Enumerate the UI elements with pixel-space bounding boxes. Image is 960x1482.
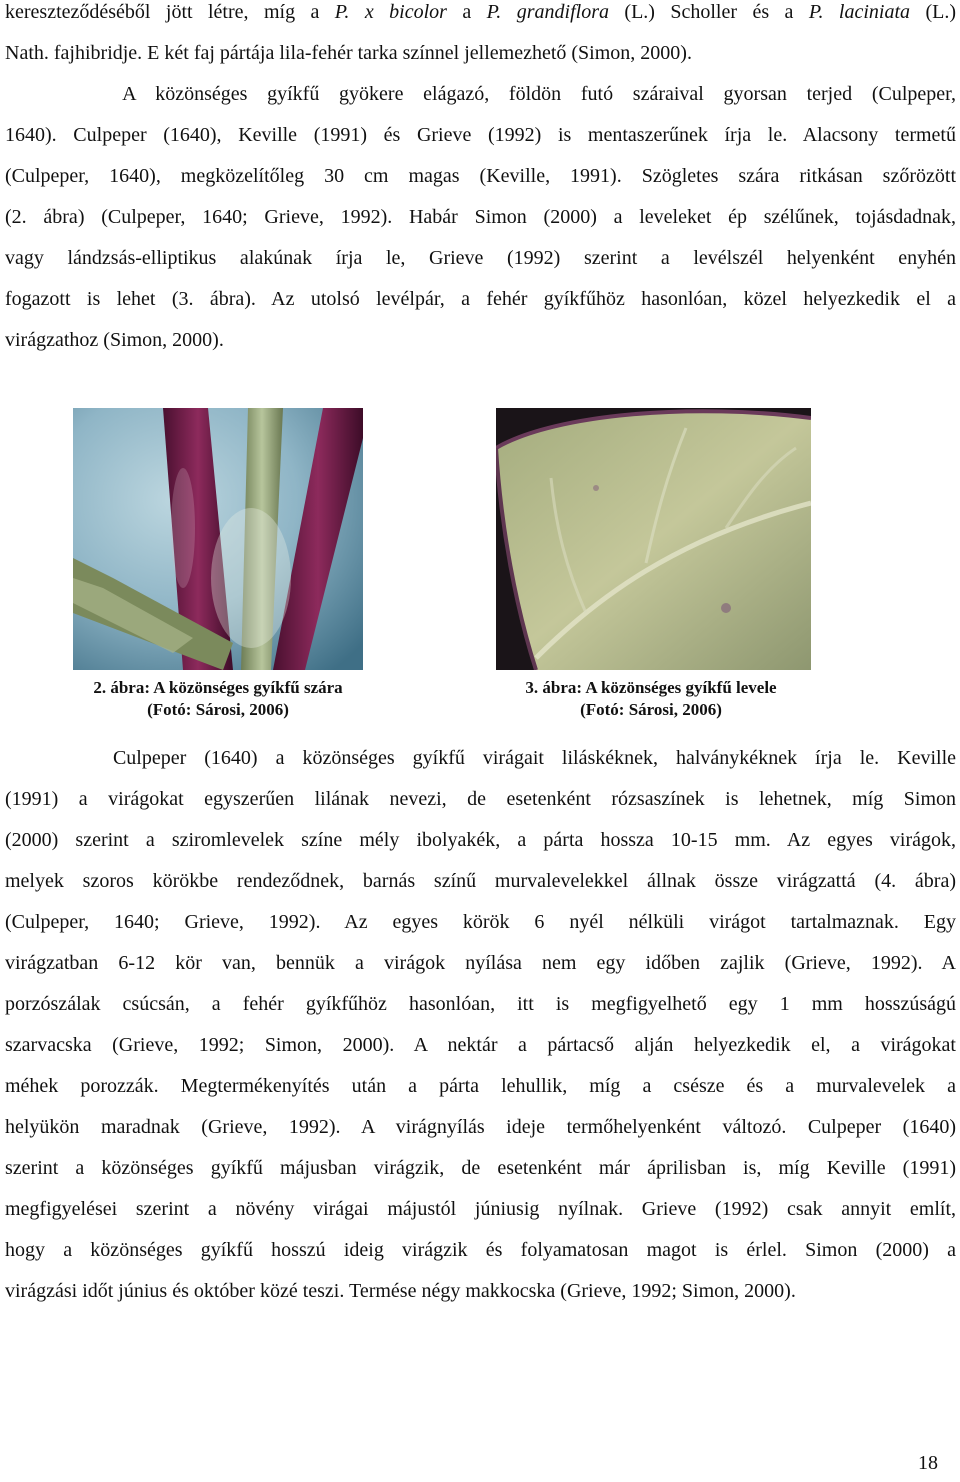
stem-photo-image bbox=[73, 408, 363, 670]
text-line: hogy a közönséges gyíkfű hosszú ideig virágzik és folyamatosan magot is érlel. Simon (2000) a bbox=[5, 1239, 956, 1261]
text-line: virágzathoz (Simon, 2000). bbox=[5, 329, 224, 351]
text-line: méhek porozzák. Megtermékenyítés után a párta lehullik, míg a csésze és a murvalevelek a bbox=[5, 1075, 956, 1097]
text-line: A közönséges gyíkfű gyökere elágazó, földön futó száraival gyorsan terjed (Culpeper, bbox=[5, 83, 956, 105]
text-line: (Culpeper, 1640; Grieve, 1992). Az egyes körök 6 nyél nélküli virágot tartalmaznak. Egy bbox=[5, 911, 956, 933]
text-line: (2. ábra) (Culpeper, 1640; Grieve, 1992). Habár Simon (2000) a leveleket ép szélűnek, tojásdadnak, bbox=[5, 206, 956, 228]
text-line: virágzási időt június és október közé teszi. Termése négy makkocska (Grieve, 1992; Simon, 2000). bbox=[5, 1280, 796, 1302]
text-line: szerint a közönséges gyíkfű májusban virágzik, de esetenként már áprilisban is, míg Keville (1991) bbox=[5, 1157, 956, 1179]
text-line: (2000) szerint a sziromlevelek színe mély ibolyakék, a párta hossza 10-15 mm. Az egyes virágok, bbox=[5, 829, 956, 851]
caption-credit: (Fotó: Sárosi, 2006) bbox=[147, 700, 289, 719]
text-line: kereszteződéséből jött létre, míg a P. x bicolor a P. grandiflora (L.) Scholler és a P. laciniata (L.) bbox=[5, 1, 956, 23]
paragraph-top bbox=[5, 0, 956, 361]
text-line: megfigyelései szerint a növény virágai májustól júniusig nyílnak. Grieve (1992) csak annyit említ, bbox=[5, 1198, 956, 1220]
figure-caption-stem bbox=[73, 677, 363, 721]
text-line: szarvacska (Grieve, 1992; Simon, 2000). A nektár a pártacső alján helyezkedik el, a virágokat bbox=[5, 1034, 956, 1056]
text-line: porzószálak csúcsán, a fehér gyíkfűhöz hasonlóan, itt is megfigyelhető egy 1 mm hosszúságú bbox=[5, 993, 956, 1015]
figure-stem-photo bbox=[73, 408, 363, 670]
text-line: virágzatban 6-12 kör van, bennük a virágok nyílása nem egy időben zajlik (Grieve, 1992). A bbox=[5, 952, 956, 974]
figure-caption-leaf bbox=[486, 677, 816, 721]
page-number: 18 bbox=[918, 1452, 938, 1474]
text-line: vagy lándzsás-elliptikus alakúnak írja le, Grieve (1992) szerint a levélszél helyenként enyhén bbox=[5, 247, 956, 269]
text-line: (Culpeper, 1640), megközelítőleg 30 cm magas (Keville, 1991). Szögletes szára ritkásan szőrözött bbox=[5, 165, 956, 187]
caption-title: 3. ábra: A közönséges gyíkfű levele bbox=[525, 678, 777, 697]
caption-credit: (Fotó: Sárosi, 2006) bbox=[580, 700, 722, 719]
text-line: Nath. fajhibridje. E két faj pártája lila-fehér tarka színnel jellemezhető (Simon, 2000). bbox=[5, 42, 692, 64]
text-line: melyek szoros körökbe rendeződnek, barnás színű murvalevelekkel állnak össze virágzattá (4. ábra) bbox=[5, 870, 956, 892]
figure-leaf-photo bbox=[496, 408, 811, 670]
text-line: Culpeper (1640) a közönséges gyíkfű virágait liláskéknek, halványkéknek írja le. Keville bbox=[5, 747, 956, 769]
text-line: (1991) a virágokat egyszerűen lilának nevezi, de esetenként rózsaszínek is lehetnek, míg Simon bbox=[5, 788, 956, 810]
text-line: 1640). Culpeper (1640), Keville (1991) és Grieve (1992) is mentaszerűnek írja le. Alacsony termetű bbox=[5, 124, 956, 146]
text-line: fogazott is lehet (3. ábra). Az utolsó levélpár, a fehér gyíkfűhöz hasonlóan, közel helyezkedik el a bbox=[5, 288, 956, 310]
paragraph-bottom bbox=[5, 738, 956, 1312]
leaf-photo-image bbox=[496, 408, 811, 670]
text-line: helyükön maradnak (Grieve, 1992). A virágnyílás ideje termőhelyenként változó. Culpeper (1640) bbox=[5, 1116, 956, 1138]
caption-title: 2. ábra: A közönséges gyíkfű szára bbox=[93, 678, 343, 697]
